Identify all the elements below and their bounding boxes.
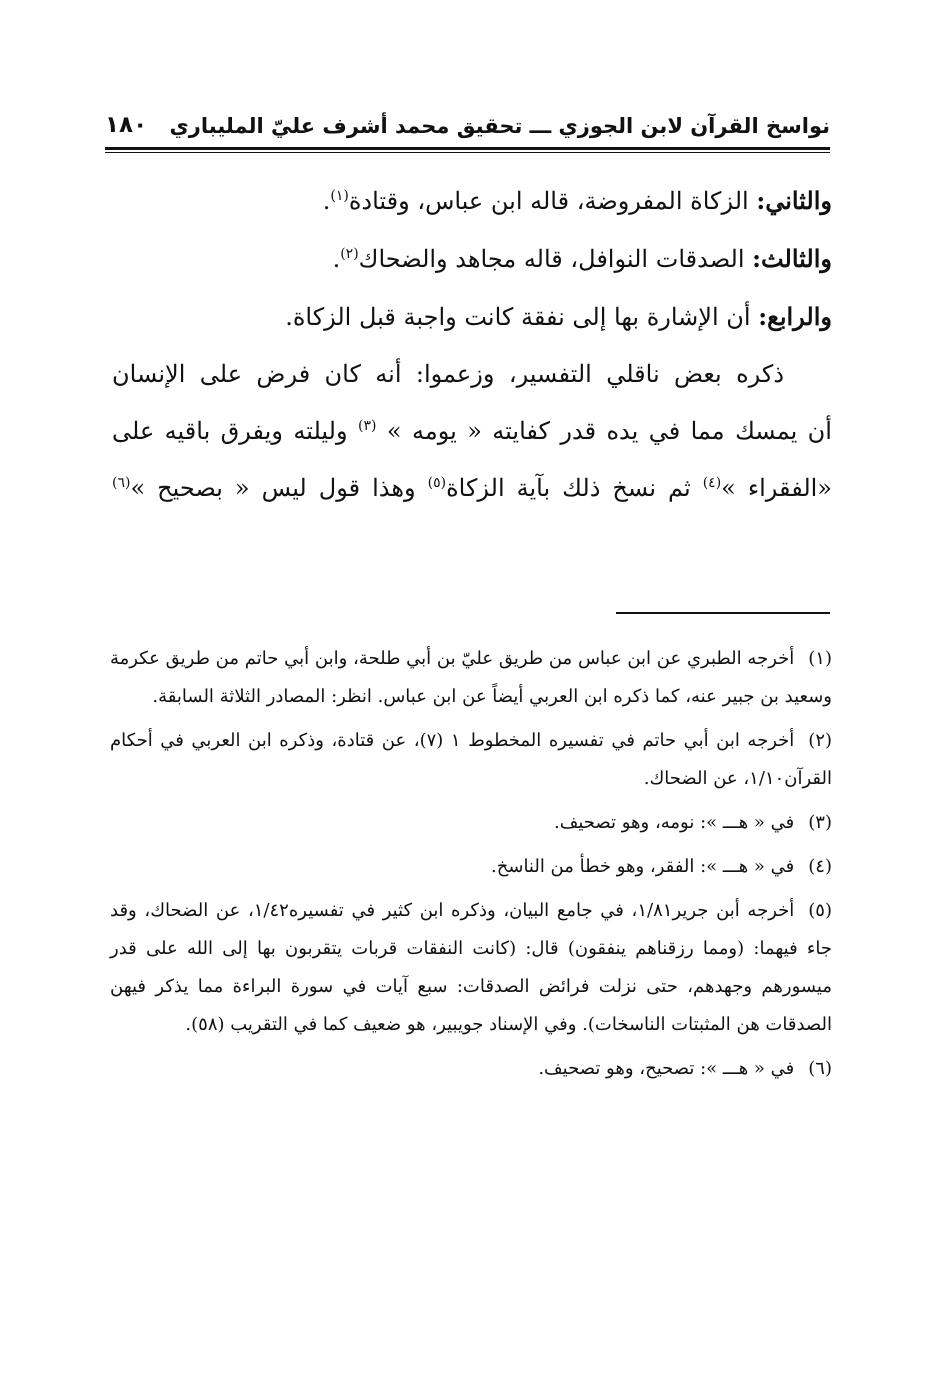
- footnote-number: (٢): [808, 730, 833, 751]
- line-lead: والرابع:: [758, 302, 832, 331]
- footnote-text: أخرجه ابن أبي حاتم في تفسيره المخطوط ١ (٧)، عن قتادة، وذكره ابن العربي في أحكام القرآن١/١٠، عن الضحاك.: [110, 730, 832, 789]
- line-text-cont: ثم نسخ ذلك بآية الزكاة: [446, 474, 703, 502]
- main-text: [112, 172, 832, 517]
- line-text: أن يمسك مما في يده قدر كفايته « يومه »: [386, 417, 832, 445]
- footnote-ref: (٤): [702, 475, 722, 491]
- line-text: «الفقراء »: [721, 474, 832, 502]
- line-text-cont: وليلته ويفرق باقيه على: [112, 417, 358, 445]
- footnote-5: [110, 892, 832, 1044]
- line-text: الصدقات النوافل، قاله مجاهد والضحاك: [358, 245, 753, 273]
- main-line-2: [112, 230, 832, 288]
- footnote-separator: [616, 612, 830, 614]
- running-header: [105, 110, 830, 146]
- line-text: أن الإشارة بها إلى نفقة كانت واجبة قبل الزكاة.: [285, 303, 759, 331]
- footnote-ref: (٢): [340, 246, 359, 262]
- footnote-number: (١): [808, 648, 832, 669]
- main-line-1: [112, 172, 832, 230]
- footnote-text: في « هـــ »: تصحيح، وهو تصحيف.: [538, 1058, 795, 1079]
- footnote-ref: (١): [330, 188, 349, 204]
- footnote-4: [110, 848, 832, 886]
- line-end: .: [322, 187, 331, 215]
- footnote-3: [110, 804, 832, 842]
- footnote-ref: (٦): [112, 475, 131, 491]
- footnote-ref: (٣): [357, 418, 377, 434]
- line-text: الزكاة المفروضة، قاله ابن عباس، وقتادة: [348, 187, 757, 215]
- footnote-number: (٤): [808, 856, 832, 877]
- footnote-1: [110, 640, 832, 716]
- footnotes: [110, 640, 832, 1094]
- line-lead: والثالث:: [752, 244, 832, 273]
- line-text-cont: وهذا قول ليس « بصحيح »: [130, 474, 428, 502]
- footnote-6: [110, 1050, 832, 1088]
- line-lead: والثاني:: [756, 186, 832, 215]
- footnote-number: (٦): [808, 1058, 832, 1079]
- line-end: .: [332, 245, 341, 273]
- main-line-3: [112, 288, 832, 346]
- footnote-ref: (٥): [427, 475, 447, 491]
- footnote-text: في « هـــ »: الفقر، وهو خطأ من الناسخ.: [491, 856, 795, 877]
- header-rule: [105, 147, 830, 153]
- page-number: ١٨٠: [105, 112, 148, 138]
- line-text: ذكره بعض ناقلي التفسير، وزعموا: أنه كان فرض على الإنسان: [112, 360, 784, 388]
- footnote-number: (٥): [808, 900, 832, 921]
- main-line-6: [112, 460, 832, 517]
- footnote-text: أخرجه الطبري عن ابن عباس من طريق عليّ بن أبي طلحة، وابن أبي حاتم من طريق عكرمة وسعيد بن جبير عنه، كما ذكره ابن العربي أيضاً عن ابن عباس. انظر: المصادر الثلاثة السابقة.: [110, 648, 832, 707]
- main-line-5: [112, 403, 832, 460]
- footnote-number: (٣): [808, 812, 832, 833]
- footnote-2: [110, 722, 832, 798]
- footnote-text: أخرجه أبن جرير١/٨١، في جامع البيان، وذكره ابن كثير في تفسيره١/٤٢، عن الضحاك، وقد جاء فيهما: (ومما رزقناهم ينفقون) قال: (كانت النفقات قربات يتقربون بها إلى الله على قدر ميسورهم وجهدهم، حتى نزلت فرائض الصدقات: سبع آيات في سورة البراءة مما يذكر فيهن الصدقات هن المثبتات الناسخات). وفي الإسناد جويبير، هو ضعيف كما في التقريب (٥٨).: [110, 900, 832, 1035]
- header-title: نواسخ القرآن لابن الجوزي ـــ تحقيق محمد أشرف عليّ المليباري: [169, 114, 830, 138]
- main-line-4: [112, 346, 832, 403]
- footnote-text: في « هـــ »: نومه، وهو تصحيف.: [554, 812, 795, 833]
